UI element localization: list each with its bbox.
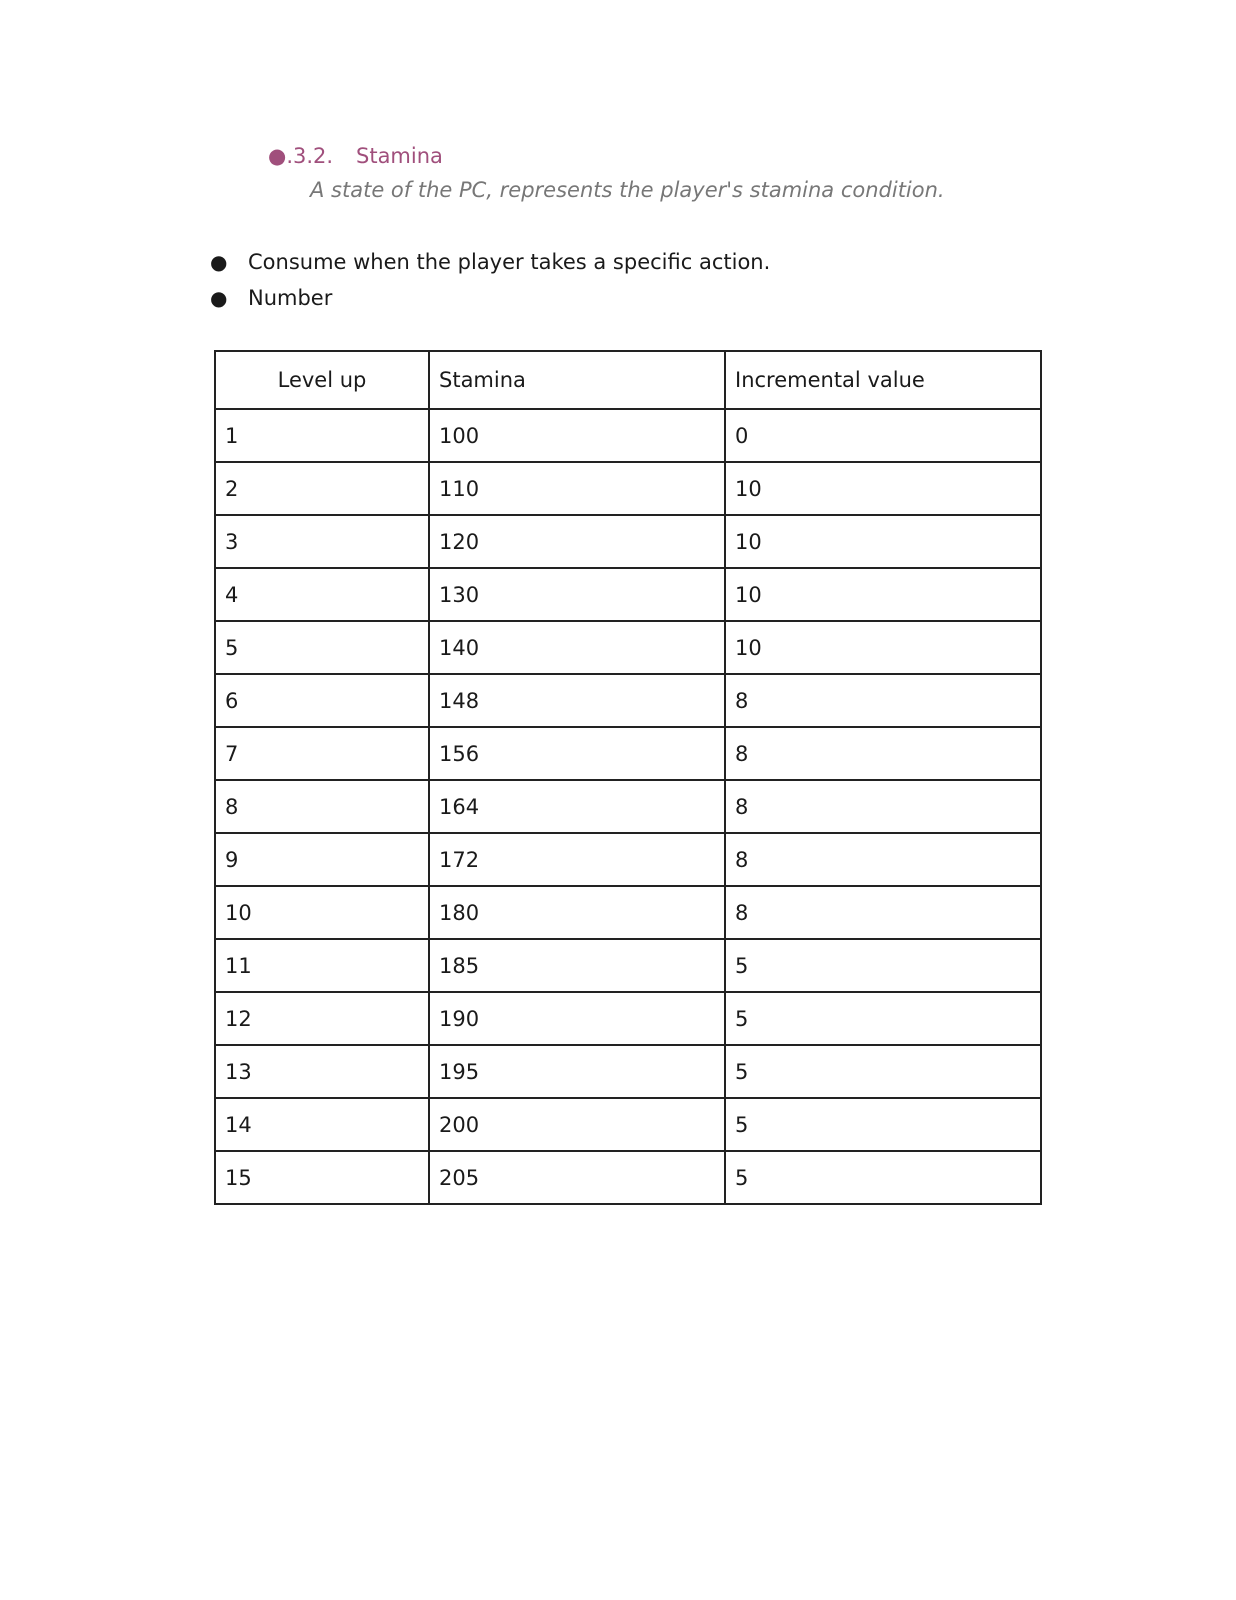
cell-level: 2	[215, 462, 429, 515]
cell-level: 15	[215, 1151, 429, 1204]
table-row	[215, 515, 1041, 568]
cell-stamina: 110	[429, 462, 725, 515]
cell-increment: 5	[725, 992, 1041, 1045]
cell-increment: 5	[725, 1151, 1041, 1204]
cell-level: 5	[215, 621, 429, 674]
cell-stamina: 205	[429, 1151, 725, 1204]
cell-level: 9	[215, 833, 429, 886]
cell-level: 8	[215, 780, 429, 833]
cell-level: 11	[215, 939, 429, 992]
cell-increment: 10	[725, 462, 1041, 515]
table-row	[215, 992, 1041, 1045]
cell-level: 4	[215, 568, 429, 621]
cell-stamina: 195	[429, 1045, 725, 1098]
section-description: A state of the PC, represents the player's stamina condition.	[310, 178, 945, 202]
table-row	[215, 409, 1041, 462]
list-item-text: Number	[248, 286, 333, 310]
section-heading	[268, 144, 443, 168]
table-row	[215, 462, 1041, 515]
cell-stamina: 140	[429, 621, 725, 674]
cell-stamina: 172	[429, 833, 725, 886]
list-item-text: Consume when the player takes a specific action.	[248, 250, 771, 274]
cell-increment: 8	[725, 886, 1041, 939]
table-row	[215, 1045, 1041, 1098]
cell-increment: 5	[725, 939, 1041, 992]
cell-level: 3	[215, 515, 429, 568]
cell-increment: 0	[725, 409, 1041, 462]
stamina-table	[214, 350, 1042, 1205]
cell-level: 12	[215, 992, 429, 1045]
cell-increment: 10	[725, 621, 1041, 674]
cell-increment: 5	[725, 1098, 1041, 1151]
table-row	[215, 939, 1041, 992]
table-row	[215, 1151, 1041, 1204]
header-level-up: Level up	[215, 351, 429, 409]
cell-stamina: 190	[429, 992, 725, 1045]
table-row	[215, 886, 1041, 939]
cell-level: 13	[215, 1045, 429, 1098]
cell-stamina: 148	[429, 674, 725, 727]
table-row	[215, 1098, 1041, 1151]
cell-level: 14	[215, 1098, 429, 1151]
cell-stamina: 185	[429, 939, 725, 992]
bullet-list	[210, 244, 770, 316]
cell-increment: 8	[725, 833, 1041, 886]
cell-level: 10	[215, 886, 429, 939]
table-row	[215, 833, 1041, 886]
header-stamina: Stamina	[429, 351, 725, 409]
cell-stamina: 120	[429, 515, 725, 568]
table-row	[215, 674, 1041, 727]
cell-stamina: 130	[429, 568, 725, 621]
cell-stamina: 100	[429, 409, 725, 462]
cell-increment: 5	[725, 1045, 1041, 1098]
bullet-marker: ●	[210, 250, 228, 274]
cell-level: 7	[215, 727, 429, 780]
table-row	[215, 727, 1041, 780]
header-incremental-value: Incremental value	[725, 351, 1041, 409]
cell-stamina: 200	[429, 1098, 725, 1151]
cell-increment: 8	[725, 780, 1041, 833]
cell-stamina: 164	[429, 780, 725, 833]
list-item	[210, 280, 770, 316]
cell-increment: 10	[725, 515, 1041, 568]
bullet-marker: ●	[210, 286, 228, 310]
cell-level: 1	[215, 409, 429, 462]
cell-increment: 8	[725, 727, 1041, 780]
table-row	[215, 621, 1041, 674]
list-item	[210, 244, 770, 280]
table-row	[215, 780, 1041, 833]
cell-increment: 10	[725, 568, 1041, 621]
table-row	[215, 568, 1041, 621]
cell-stamina: 156	[429, 727, 725, 780]
table-header-row	[215, 351, 1041, 409]
section-title: Stamina	[356, 144, 443, 168]
cell-level: 6	[215, 674, 429, 727]
cell-increment: 8	[725, 674, 1041, 727]
section-number: ●.3.2.	[268, 144, 334, 168]
cell-stamina: 180	[429, 886, 725, 939]
